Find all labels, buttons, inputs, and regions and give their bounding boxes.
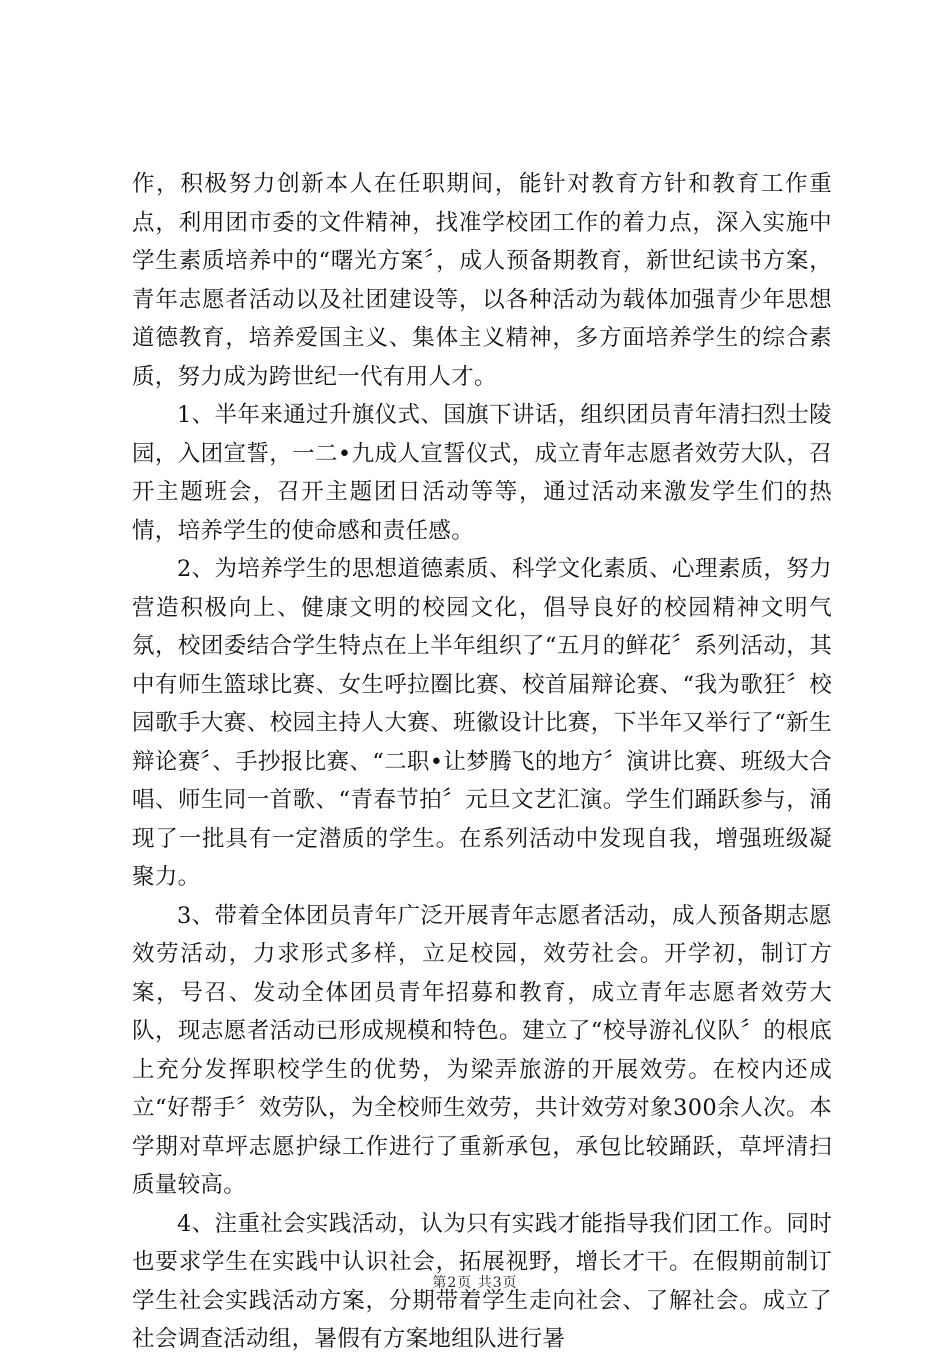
paragraph-continuation: 作，积极努力创新本人在任职期间，能针对教育方针和教育工作重点，利用团市委的文件精神，找准学校团工作的着力点，深入实施中学生素质培养中的“曙光方案〞，成人预备期教育，新世纪读书方案，青年志愿者活动以及社团建设等，以各种活动为载体加强青少年思想道德教育，培养爱国主义、集体主义精神，多方面培养学生的综合素质，努力成为跨世纪一代有用人才。 — [132, 171, 832, 390]
paragraph-item-2: 2、为培养学生的思想道德素质、科学文化素质、心理素质，努力营造积极向上、健康文明的校园文化，倡导良好的校园精神文明气氛，校团委结合学生特点在上半年组织了“五月的鲜花〞系列活动，其中有师生篮球比赛、女生呼拉圈比赛、校首届辩论赛、“我为歌狂〞校园歌手大赛、校园主持人大赛、班徽设计比赛，下半年又举行了“新生辩论赛〞、手抄报比赛、“二职•让梦腾飞的地方〞演讲比赛、班级大合唱、师生同一首歌、“青春节拍〞元旦文艺汇演。学生们踊跃参与，涌现了一批具有一定潜质的学生。在系列活动中发现自我，增强班级凝聚力。 — [132, 556, 832, 890]
paragraph-item-1: 1、半年来通过升旗仪式、国旗下讲话，组织团员青年清扫烈士陵园，入团宣誓，一二•九成人宣誓仪式，成立青年志愿者效劳大队，召开主题班会，召开主题团日活动等等，通过活动来激发学生们的热情，培养学生的使命感和责任感。 — [132, 402, 832, 544]
paragraph-item-3: 3、带着全体团员青年广泛开展青年志愿者活动，成人预备期志愿效劳活动，力求形式多样，立足校园，效劳社会。开学初，制订方案，号召、发动全体团员青年招募和教育，成立青年志愿者效劳大队，现志愿者活动已形成规模和特色。建立了“校导游礼仪队〞的根底上充分发挥职校学生的优势，为梁弄旅游的开展效劳。在校内还成立“好帮手〞效劳队，为全校师生效劳，共计效劳对象300余人次。本学期对草坪志愿护绿工作进行了重新承包，承包比较踊跃，草坪清扫质量较高。 — [132, 902, 832, 1198]
paragraph-item-4: 4、注重社会实践活动，认为只有实践才能指导我们团工作。同时也要求学生在实践中认识社会，拓展视野，增长才干。在假期前制订学生社会实践活动方案，分期带着学生走向社会、了解社会。成立了社会调查活动组，暑假有方案地组队进行暑 — [132, 1210, 832, 1352]
document-body — [132, 165, 832, 1359]
page-number-footer: 第2页 共3页 — [432, 1275, 518, 1291]
